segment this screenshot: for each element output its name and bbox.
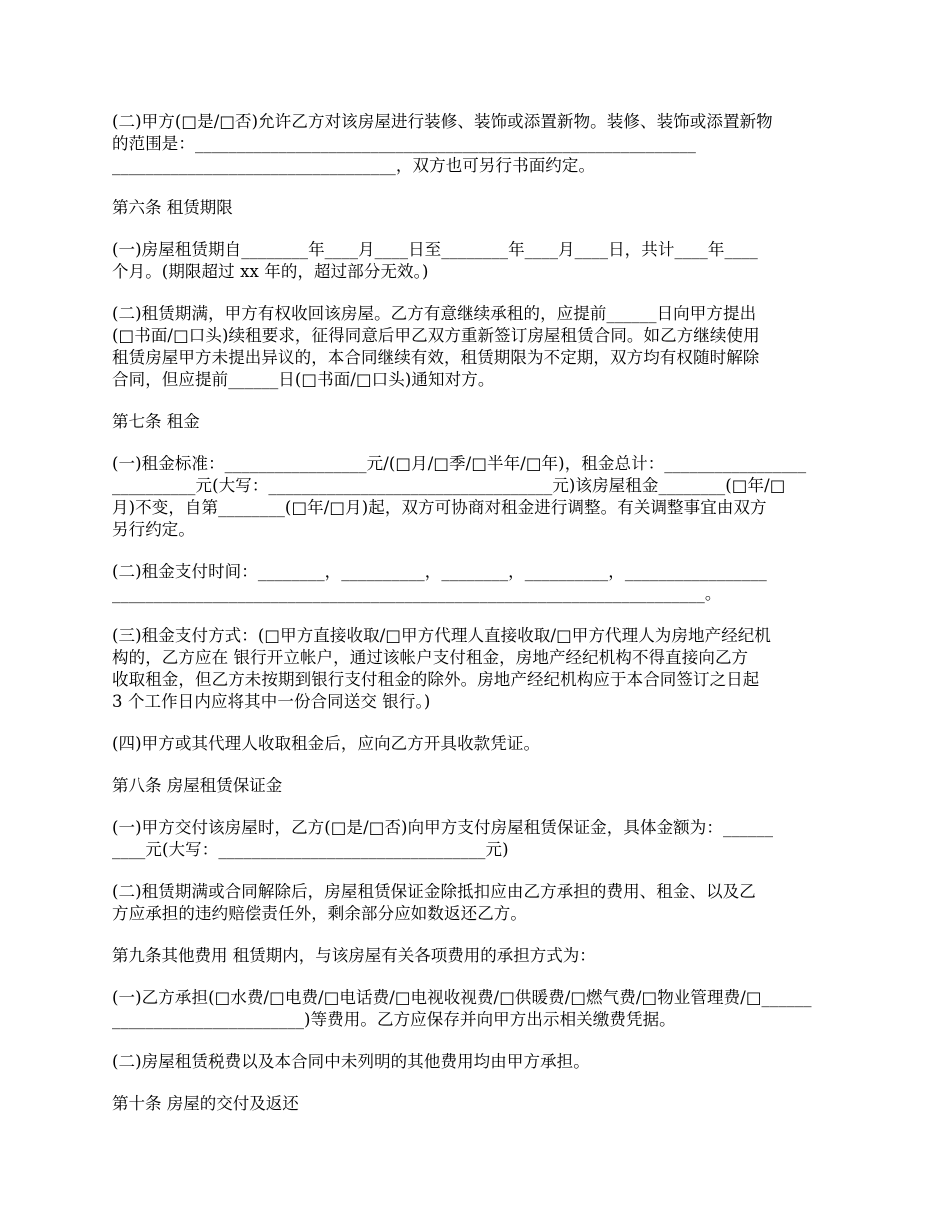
text-line: (二)租金支付时间：________，__________，________，__________，_________________ — [112, 562, 767, 581]
paragraph — [112, 625, 840, 713]
text-line: 第十条 房屋的交付及返还 — [112, 1094, 299, 1113]
text-line: ____元(大写：________________________________元) — [112, 840, 509, 859]
paragraph — [112, 111, 840, 177]
text-line: 3 个工作日内应将其中一份合同送交 银行。) — [112, 692, 431, 711]
paragraph — [112, 453, 840, 541]
text-line: 方应承担的违约赔偿责任外，剩余部分应如数返还乙方。 — [112, 904, 527, 923]
text-line: (二)租赁期满或合同解除后，房屋租赁保证金除抵扣应由乙方承担的费用、租金、以及乙 — [112, 882, 756, 901]
paragraph — [112, 881, 840, 925]
text-line: (一)乙方承担(□水费/□电费/□电话费/□电视收视费/□供暖费/□燃气费/□物业管理费/□______ — [112, 988, 812, 1007]
paragraph — [112, 239, 840, 283]
text-line: 构的，乙方应在 银行开立帐户，通过该帐户支付租金，房地产经纪机构不得直接向乙方 — [112, 648, 749, 667]
text-line: _______________________________________________________________________。 — [112, 584, 722, 603]
text-line: 合同，但应提前______日(□书面/□口头)通知对方。 — [112, 370, 495, 389]
text-line: (四)甲方或其代理人收取租金后，应向乙方开具收款凭证。 — [112, 734, 541, 753]
paragraph — [112, 561, 840, 605]
text-line: 另行约定。 — [112, 520, 195, 539]
text-line: (二)甲方(□是/□否)允许乙方对该房屋进行装修、装饰或添置新物。装修、装饰或添置新物 — [112, 112, 773, 131]
text-line: 第九条其他费用 租赁期内，与该房屋有关各项费用的承担方式为： — [112, 946, 596, 965]
section-heading — [112, 1093, 840, 1115]
text-line: 第八条 房屋租赁保证金 — [112, 776, 283, 795]
text-line: 第七条 租金 — [112, 412, 200, 431]
section-heading — [112, 411, 840, 433]
text-line: (一)租金标准：_________________元/(□月/□季/□半年/□年)，租金总计：_________________ — [112, 454, 807, 473]
paragraph — [112, 987, 840, 1031]
text-line: 第六条 租赁期限 — [112, 198, 233, 217]
section-heading — [112, 775, 840, 797]
text-line: 月)不变，自第________(□年/□月)起，双方可协商对租金进行调整。有关调整事宜由双方 — [112, 498, 767, 517]
text-line: (二)房屋租赁税费以及本合同中未列明的其他费用均由甲方承担。 — [112, 1052, 590, 1071]
text-line: (一)房屋租赁期自________年____月____日至________年____月____日，共计____年____ — [112, 240, 758, 259]
document-page — [112, 111, 840, 1135]
text-line: (三)租金支付方式：(□甲方直接收取/□甲方代理人直接收取/□甲方代理人为房地产经纪机 — [112, 626, 771, 645]
text-line: 个月。(期限超过 xx 年的，超过部分无效。) — [112, 262, 429, 281]
text-line: __________元(大写：__________________________________元)该房屋租金________(□年/□ — [112, 476, 786, 495]
text-line: __________________________________，双方也可另行书面约定。 — [112, 156, 596, 175]
text-line: 的范围是：____________________________________________________________ — [112, 134, 696, 153]
section-heading — [112, 945, 840, 967]
text-line: (□书面/□口头)续租要求，征得同意后甲乙双方重新签订房屋租赁合同。如乙方继续使用 — [112, 326, 760, 345]
paragraph — [112, 817, 840, 861]
text-line: _______________________)等费用。乙方应保存并向甲方出示相关缴费凭据。 — [112, 1010, 676, 1029]
paragraph — [112, 733, 840, 755]
text-line: (二)租赁期满，甲方有权收回该房屋。乙方有意继续承租的，应提前______日向甲方提出 — [112, 304, 757, 323]
text-line: 租赁房屋甲方未提出异议的，本合同继续有效，租赁期限为不定期，双方均有权随时解除 — [112, 348, 760, 367]
text-line: 收取租金，但乙方未按期到银行支付租金的除外。房地产经纪机构应于本合同签订之日起 — [112, 670, 760, 689]
section-heading — [112, 197, 840, 219]
text-line: (一)甲方交付该房屋时，乙方(□是/□否)向甲方支付房屋租赁保证金，具体金额为：______ — [112, 818, 774, 837]
paragraph — [112, 1051, 840, 1073]
paragraph — [112, 303, 840, 391]
